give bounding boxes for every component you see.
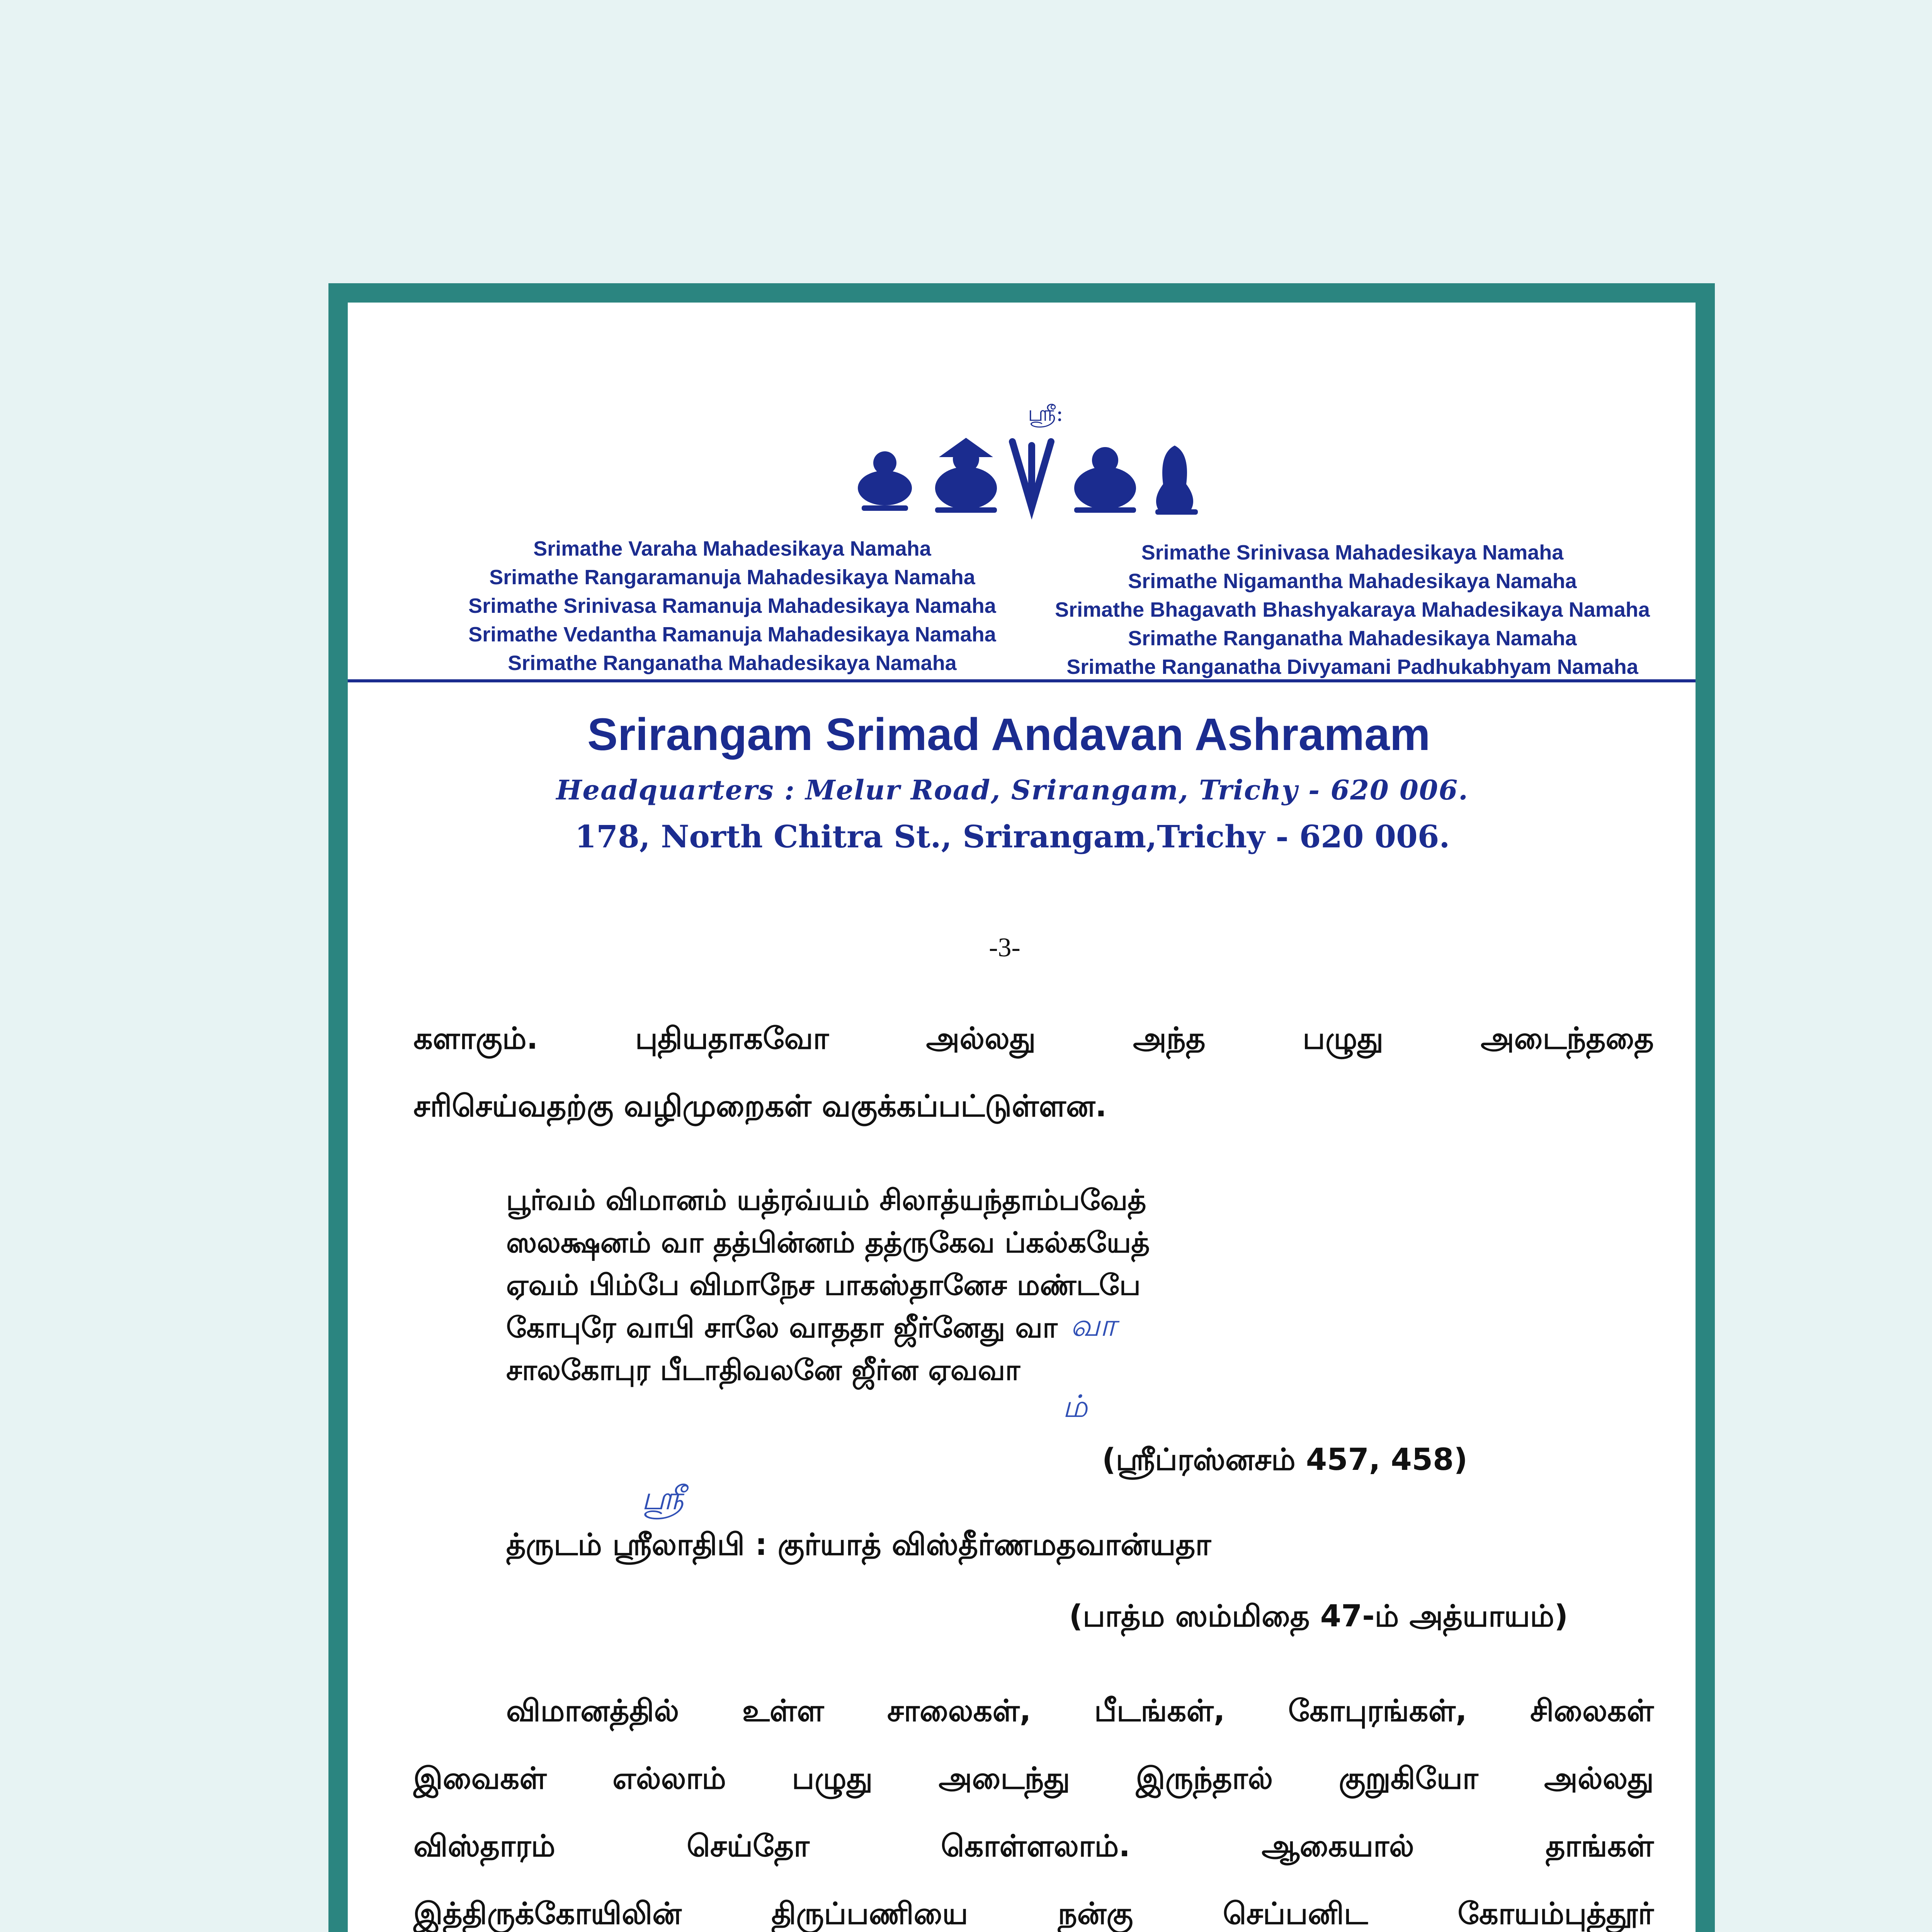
salutation-line: Srimathe Nigamantha Mahadesikaya Namaha <box>1128 570 1577 593</box>
word: பழுது <box>792 1761 873 1796</box>
word: கோபுரங்கள், <box>1288 1694 1467 1728</box>
salutation-line: Srimathe Rangaramanuja Mahadesikaya Namaha <box>489 566 975 589</box>
word: குறுகியோ <box>1338 1761 1478 1796</box>
padhuka-emblem-icon <box>1155 446 1198 515</box>
ashram-name: Srirangam Srimad Andavan Ashramam <box>587 709 1430 760</box>
handwritten-correction: வா <box>1070 1307 1116 1343</box>
verse-line: ஏவம் பிம்பே விமாநேச பாகஸ்தானேச மண்டபே <box>506 1269 1141 1302</box>
verse-line: சாலகோபுர பீடாதிவலனே ஜீர்ன ஏவவா <box>506 1354 1020 1387</box>
word: அடைந்து <box>938 1761 1070 1796</box>
paragraph-1-line-1 <box>413 1021 1654 1060</box>
handwritten-correction: ம் <box>1063 1388 1088 1424</box>
branch-address: 178, North Chitra St., Srirangam,Trichy - 620 006. <box>575 818 1450 855</box>
word: இத்திருக்கோயிலின் <box>413 1896 682 1931</box>
salutation-line: Srimathe Ranganatha Mahadesikaya Namaha <box>1128 627 1577 650</box>
word: செய்தோ <box>687 1829 810 1864</box>
paragraph-2-line <box>413 1829 1654 1867</box>
word: தாங்கள் <box>1545 1829 1654 1864</box>
word: கொள்ளலாம். <box>940 1829 1130 1864</box>
letter-page <box>348 303 1696 1932</box>
word: விமானத்தில் <box>506 1694 679 1728</box>
document-frame <box>328 283 1715 1932</box>
word: இருந்தால் <box>1136 1761 1273 1796</box>
citation: (ஸ்ரீப்ரஸ்னசம் 457, 458) <box>1102 1442 1468 1477</box>
verse-line: ஸலக்ஷனம் வா தத்பின்னம் தத்ருகேவ ப்கல்கயேத் <box>506 1226 1150 1259</box>
salutation-line: Srimathe Srinivasa Mahadesikaya Namaha <box>1141 541 1564 564</box>
word: பழுது <box>1303 1021 1384 1056</box>
word: பீடங்கள், <box>1094 1694 1225 1728</box>
varaha-emblem-icon <box>858 451 912 511</box>
salutation-line: Srimathe Bhagavath Bhashyakaraya Mahadesikaya Namaha <box>1055 598 1650 621</box>
word: விஸ்தாரம் <box>413 1829 556 1864</box>
acharya-emblem-icon <box>1074 447 1136 513</box>
word: சாலைகள், <box>887 1694 1031 1728</box>
page-number: -3- <box>989 933 1020 963</box>
verse-line: த்ருடம் ஸ்ரீலாதிபி : குர்யாத் விஸ்தீர்ணமதவான்யதா <box>506 1527 1211 1562</box>
emblem-icons <box>850 430 1221 523</box>
salutations-right <box>1039 538 1665 681</box>
salutation-line: Srimathe Ranganatha Mahadesikaya Namaha <box>508 651 957 675</box>
word: உள்ள <box>742 1694 824 1728</box>
deity-emblem-icon <box>935 438 997 513</box>
salutation-line: Srimathe Vedantha Ramanuja Mahadesikaya Namaha <box>468 623 996 646</box>
word: திருப்பணியை <box>771 1896 968 1931</box>
word: எல்லாம் <box>612 1761 726 1796</box>
word: அல்லது <box>926 1021 1036 1056</box>
word: களாகும். <box>413 1021 538 1056</box>
paragraph-2-line <box>506 1694 1654 1732</box>
salutation-line: Srimathe Varaha Mahadesikaya Namaha <box>533 537 931 560</box>
word: அந்த <box>1133 1021 1206 1056</box>
word: செப்பனிட <box>1223 1896 1368 1931</box>
verse-line: கோபுரே வாபி சாலே வாததா ஜீர்னேது வா <box>506 1311 1058 1344</box>
paragraph-2-line <box>413 1761 1654 1800</box>
word: புதியதாகவோ <box>635 1021 829 1056</box>
word: கோயம்புத்தூர் <box>1458 1896 1654 1931</box>
handwritten-correction: ஸ்ரீ <box>641 1479 684 1517</box>
letterhead-divider <box>348 679 1696 682</box>
word: அடைந்ததை <box>1480 1021 1654 1056</box>
citation: (பாத்ம ஸம்மிதை 47-ம் அத்யாயம்) <box>1069 1599 1568 1634</box>
salutations-left <box>437 534 1028 677</box>
word: ஆகையால் <box>1262 1829 1414 1864</box>
salutation-line: Srimathe Srinivasa Ramanuja Mahadesikaya Namaha <box>468 594 996 617</box>
headquarters-address: Headquarters : Melur Road, Srirangam, Trichy - 620 006. <box>556 774 1469 806</box>
word: இவைகள் <box>413 1761 547 1796</box>
paragraph-2-line <box>413 1896 1654 1932</box>
word: சிலைகள் <box>1530 1694 1654 1728</box>
namam-icon <box>1012 442 1051 507</box>
paragraph-1-line-2: சரிசெய்வதற்கு வழிமுறைகள் வகுக்கப்பட்டுள்ளன. <box>413 1089 1107 1124</box>
word: நன்கு <box>1058 1896 1133 1931</box>
verse-line: பூர்வம் விமானம் யத்ரவ்யம் சிலாத்யந்தாம்பவேத் <box>506 1184 1146 1217</box>
salutation-line: Srimathe Ranganatha Divyamani Padhukabhyam Namaha <box>1066 655 1638 679</box>
sri-mark: ஸ்ரீ: <box>1028 401 1063 426</box>
word: அல்லது <box>1544 1761 1654 1796</box>
